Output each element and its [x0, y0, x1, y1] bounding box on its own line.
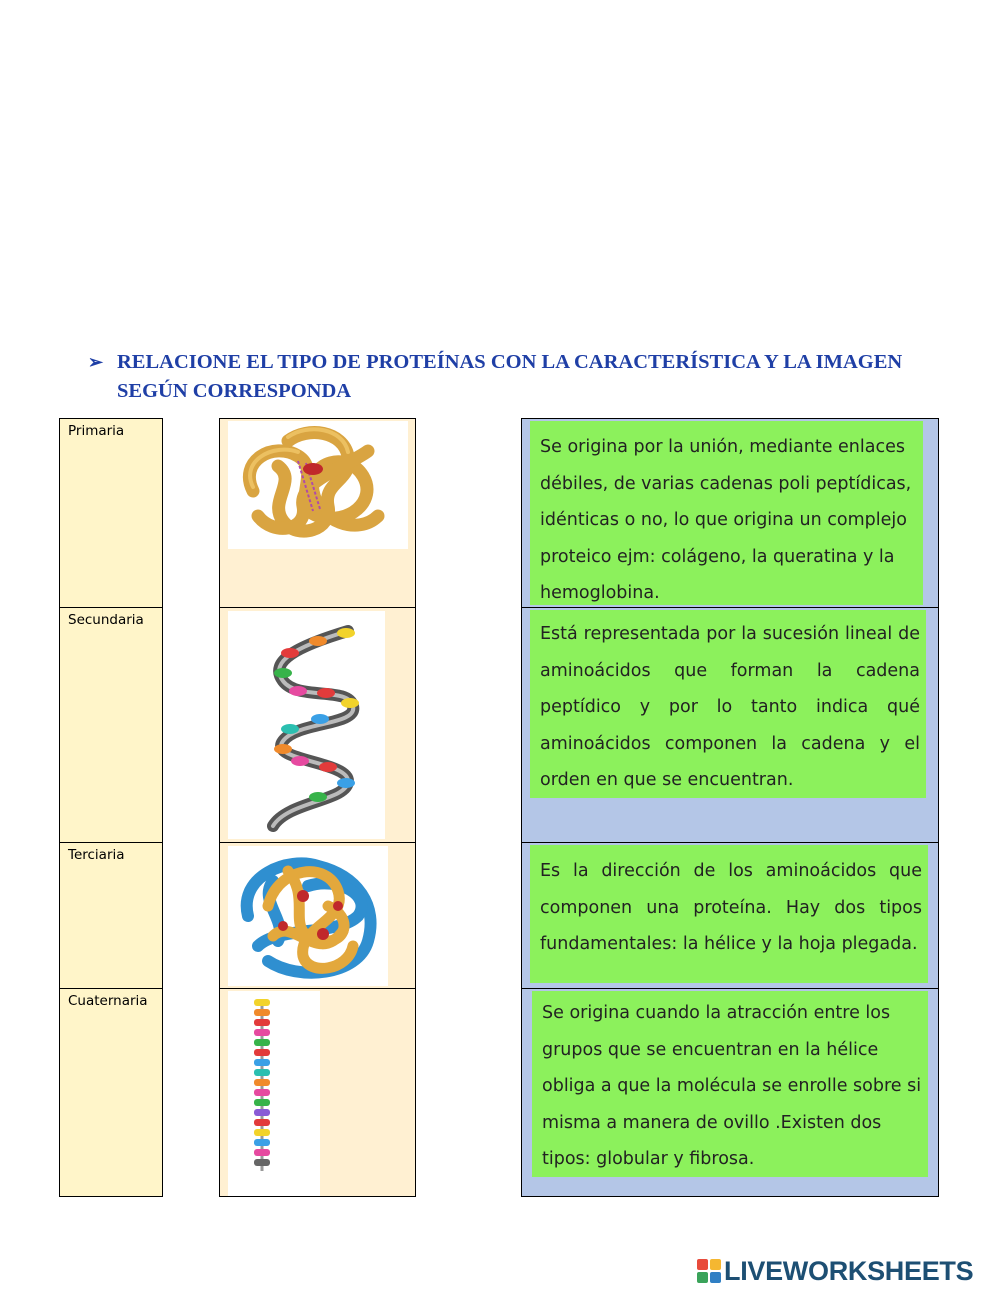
image-cell[interactable] [220, 607, 415, 843]
description-cell[interactable] [522, 988, 938, 1196]
type-label-primaria: Primaria [68, 423, 125, 439]
types-column [59, 418, 163, 1197]
description-cell[interactable] [522, 419, 938, 607]
images-column [219, 418, 416, 1197]
description-box-4: Se origina cuando la atracción entre los grupos que se encuentran en la hélice obliga a que la molécula se enrolle sobre si misma a manera de ovillo .Existen dos tipos: globular y fibrosa. [532, 991, 928, 1177]
description-box-3: Es la dirección de los aminoácidos que componen una proteína. Hay dos tipos fundamentales: la hélice y la hoja plegada. [530, 845, 928, 983]
description-box-1: Se origina por la unión, mediante enlaces débiles, de varias cadenas poli peptídicas, idénticas o no, lo que origina un complejo proteico ejm: colágeno, la queratina y la hemoglobina. [530, 421, 923, 605]
image-cell[interactable] [220, 842, 415, 989]
amino-acid-chain-image [228, 991, 320, 1196]
description-box-2: Está representada por la sucesión lineal de aminoácidos que forman la cadena peptídico y por lo tanto indica qué aminoácidos componen la cadena y el orden en que se encuentran. [530, 610, 926, 798]
type-cell[interactable] [60, 607, 162, 843]
logo-blocks-icon [697, 1259, 721, 1283]
instruction-text: RELACIONE EL TIPO DE PROTEÍNAS CON LA CARACTERÍSTICA Y LA IMAGEN SEGÚN CORRESPONDA [117, 351, 903, 402]
type-label-cuaternaria: Cuaternaria [68, 993, 148, 1009]
type-cell[interactable] [60, 842, 162, 989]
liveworksheets-logo [697, 1256, 973, 1286]
protein-knot-image [228, 421, 408, 549]
image-cell[interactable] [220, 988, 415, 1196]
description-cell[interactable] [522, 842, 938, 989]
description-cell[interactable] [522, 607, 938, 843]
type-cell[interactable] [60, 988, 162, 1196]
image-cell[interactable] [220, 419, 415, 607]
alpha-helix-image [228, 611, 385, 839]
logo-text: LIVEWORKSHEETS [724, 1255, 974, 1286]
arrow-bullet-icon: ➢ [88, 352, 104, 372]
type-label-terciaria: Terciaria [68, 847, 125, 863]
descriptions-column [521, 418, 939, 1197]
type-label-secundaria: Secundaria [68, 612, 144, 628]
instruction-heading [88, 348, 948, 406]
type-cell[interactable] [60, 419, 162, 607]
globular-protein-image [228, 846, 388, 986]
